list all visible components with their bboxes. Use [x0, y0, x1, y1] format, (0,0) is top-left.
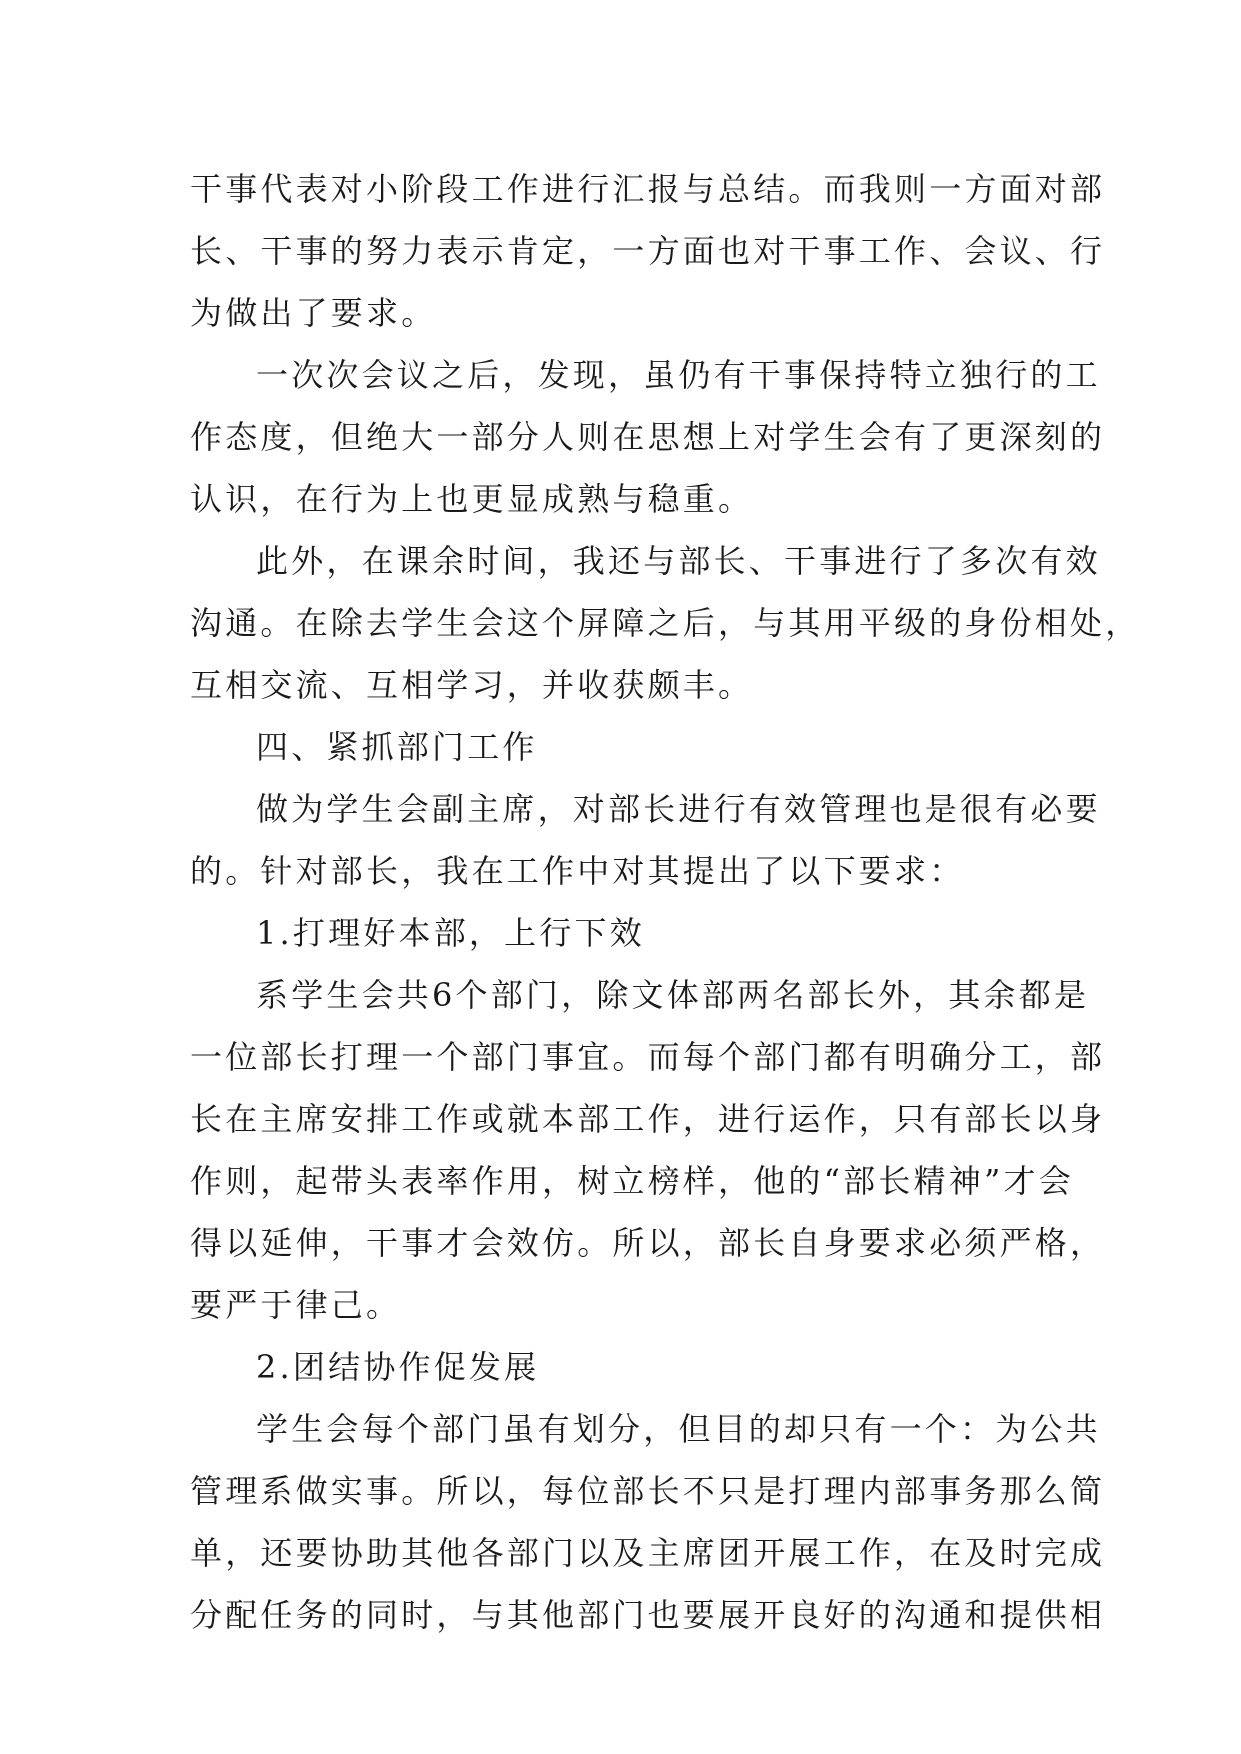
text-line: 长、干事的努力表示肯定，一方面也对干事工作、会议、行	[190, 232, 1106, 270]
text-line: 干事代表对小阶段工作进行汇报与总结。而我则一方面对部	[190, 170, 1106, 208]
text-line: 一位部长打理一个部门事宜。而每个部门都有明确分工，部	[190, 1038, 1106, 1076]
text-line: 长在主席安排工作或就本部工作，进行运作，只有部长以身	[190, 1100, 1106, 1138]
text-line: 得以延伸，干事才会效仿。所以，部长自身要求必须严格，	[190, 1224, 1106, 1262]
subsection-heading: 1.打理好本部，上行下效	[256, 914, 645, 952]
text-line: 作则，起带头表率作用，树立榜样，他的“部长精神”才会	[190, 1162, 1074, 1200]
text-line: 认识，在行为上也更显成熟与稳重。	[190, 480, 754, 518]
section-heading: 四、紧抓部门工作	[256, 728, 538, 766]
text-line: 分配任务的同时，与其他部门也要展开良好的沟通和提供相	[190, 1596, 1106, 1634]
text-line: 作态度，但绝大一部分人则在思想上对学生会有了更深刻的	[190, 418, 1106, 456]
text-line: 此外，在课余时间，我还与部长、干事进行了多次有效	[256, 542, 1101, 580]
subsection-heading: 2.团结协作促发展	[256, 1348, 540, 1386]
text-line: 一次次会议之后，发现，虽仍有干事保持特立独行的工	[256, 356, 1101, 394]
text-line: 学生会每个部门虽有划分，但目的却只有一个：为公共	[256, 1410, 1101, 1448]
text-line: 做为学生会副主席，对部长进行有效管理也是很有必要	[256, 790, 1101, 828]
body-text	[190, 158, 1141, 1646]
text-line: 互相交流、互相学习，并收获颇丰。	[190, 666, 754, 704]
text-line: 为做出了要求。	[190, 294, 437, 332]
text-line: 管理系做实事。所以，每位部长不只是打理内部事务那么简	[190, 1472, 1106, 1510]
text-line: 要严于律己。	[190, 1286, 402, 1324]
text-line: 的。针对部长，我在工作中对其提出了以下要求：	[190, 852, 965, 890]
text-line: 单，还要协助其他各部门以及主席团开展工作，在及时完成	[190, 1534, 1106, 1572]
text-line: 系学生会共6个部门，除文体部两名部长外，其余都是	[256, 976, 1090, 1014]
text-line: 沟通。在除去学生会这个屏障之后，与其用平级的身份相处，	[190, 604, 1141, 642]
